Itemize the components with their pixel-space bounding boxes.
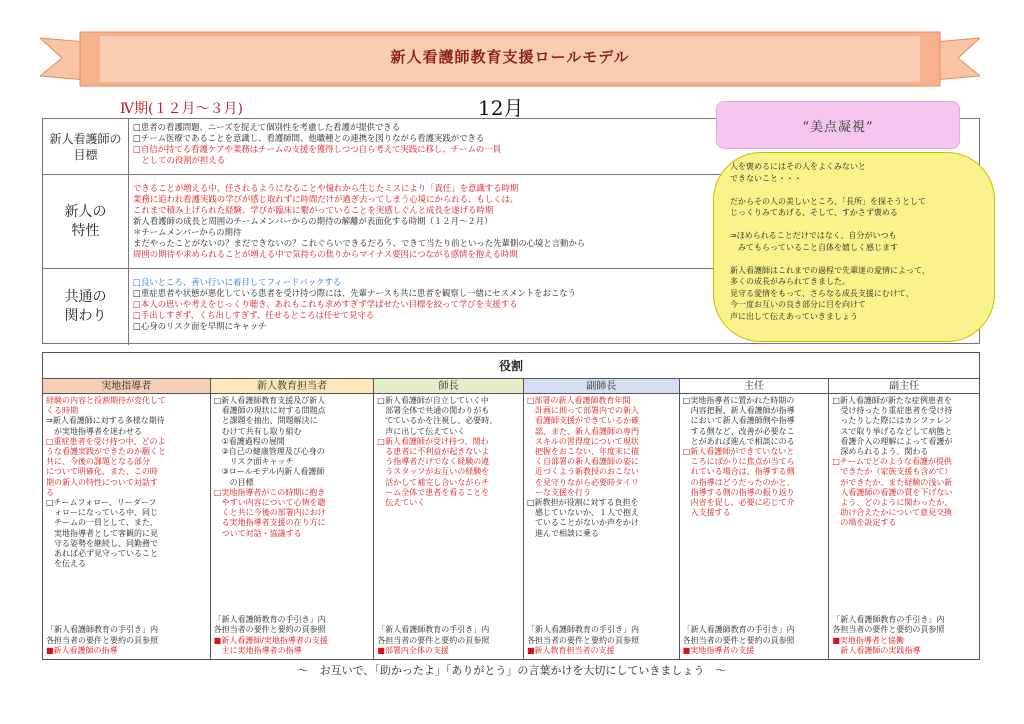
text-line: 実地指導者として客観的に見	[46, 528, 158, 538]
text-line: の場を設定する	[832, 518, 897, 528]
text-line: □手出しすぎず、くち出しすぎず、任せるところは任せて見守る	[133, 310, 375, 320]
text-line: 内省を促し、必要に応じて介	[682, 498, 795, 508]
text-line: うな看護実践ができたのか願くと	[46, 447, 166, 457]
text-line: う指導者だけでなく経験の違	[377, 457, 490, 467]
text-line: 各担当者の要件と要約の頁参照	[682, 635, 795, 645]
message-line: できないこと・・・	[730, 173, 802, 183]
text-line: くる時期	[46, 406, 78, 416]
text-line: ③ロールモデル内新人看護師	[213, 467, 325, 477]
message-line: 見守る愛情をもって、さらなる成長支援にむけて、	[730, 288, 914, 298]
text-line: 入支援する	[682, 508, 731, 518]
text-line: よう、どのように関わったか、	[832, 498, 953, 508]
message-line: だからその人の美しいところ、「長所」を探そうとして	[730, 196, 926, 206]
text-line: 伝えていく	[377, 498, 426, 508]
text-line: 期の新人の特性について対話す	[46, 477, 158, 487]
text-line: 「新人看護師教育の手引き」内	[526, 625, 639, 635]
role-column	[829, 379, 979, 659]
role-footer	[46, 625, 158, 656]
text-line: について明確化、また、この時	[46, 467, 158, 477]
message-line: みてもらっていること自体を嬉しく感じます	[730, 242, 898, 252]
text-line: 「新人看護師教育の手引き」内	[682, 625, 795, 635]
text-line: ■新人看護師/実地指導者の支援	[213, 635, 328, 645]
text-line: において新人看護師側や指導	[682, 416, 795, 426]
page-title: 新人看護師教育支援ロールモデル	[390, 48, 630, 66]
text-line: る患者に不利益が起きないよ	[377, 447, 490, 457]
text-line: 周囲の期待や求められることが増える中で気持ちの焦りからマイナス要因につながる感情を抱える時期	[133, 249, 518, 259]
text-line: □重症患者を受け持つ中、どのよ	[46, 436, 166, 446]
text-line: できることが増える中、任されるようになることや憧れから生じたミスにより「責任」を意識する時期	[133, 183, 519, 193]
text-line: □チーム医療であることを意識し、看護師間、他職種との連携を図りながら看護実践ができる	[133, 133, 485, 143]
text-line: 感じていないか、１人で抱え	[526, 508, 639, 518]
text-line: □患者の看護問題、ニーズを捉えて個別性を考慮した看護が提供できる	[133, 122, 401, 132]
message-line	[730, 184, 980, 196]
text-line: 各担当者の要件と要約の頁参照	[832, 625, 945, 635]
text-line: 内容把握、新人看護師が指導	[682, 406, 795, 416]
role-footer	[832, 615, 944, 656]
text-line: 活かして補完し合いながらチ	[377, 477, 490, 487]
text-line: る	[46, 487, 54, 497]
role-footer	[527, 625, 639, 656]
text-line: が実地指導者を迷わせる	[46, 426, 142, 436]
text-line: る実地指導者支援の在り方に	[213, 518, 326, 528]
text-line: 「新人看護師教育の手引き」内	[46, 625, 158, 635]
text-line: ②自己の健康管理及び心身の	[213, 447, 325, 457]
text-line: リスク面キャッチ	[213, 457, 294, 467]
text-line: □チームでどのような看護が提供	[832, 457, 952, 467]
text-line: 各担当者の要件と要約の頁参照	[526, 635, 639, 645]
text-line: ⇒新人看護師に対する多様な期待	[46, 416, 165, 426]
message-line: ⇒ほめられることだけではなく、自分がいつも	[730, 231, 897, 240]
text-line: 認、また、新人看護師の専門	[526, 426, 639, 436]
text-line: 各担当者の要件と要約の頁参照	[213, 625, 326, 635]
text-line: スで取り挙げるなどして病態と	[832, 426, 953, 436]
text-line: ■実地指導者と協働	[832, 635, 904, 645]
text-line: 新人看護師の成長と周囲のチームメンバーからの期待の解離が表面化する時期（１２月～２月）	[133, 216, 493, 226]
message-line	[730, 219, 980, 231]
role-column	[680, 379, 830, 659]
footer-message: ～ お互いで、「助かったよ」「ありがとう」の言葉かけを大切にしていきましょう ～	[297, 664, 727, 677]
row-label: 新人の 特性	[43, 175, 129, 268]
text-line: 受け持ったり重症患者を受け持	[832, 406, 953, 416]
role-column	[43, 379, 211, 659]
text-line: ーム全体で患者を看ることを	[377, 487, 490, 497]
text-line: の目標	[213, 477, 254, 487]
text-line: □良いところ、善い行いに着目してフィードバックする	[133, 277, 342, 287]
role-body	[524, 394, 679, 541]
message-line: 声に出して伝えあっていきましょう	[730, 311, 858, 321]
text-line: ていることがないか声をかけ	[526, 518, 639, 528]
role-footer	[214, 615, 328, 656]
role-header: 副師長	[524, 379, 679, 394]
role-column	[524, 379, 680, 659]
role-body	[680, 394, 829, 520]
text-line: を見守りながら必要時タイリ	[526, 477, 639, 487]
text-line: スキルの習得度について現状	[526, 436, 639, 446]
text-line: ＊チームメンバーからの期待	[133, 227, 242, 237]
text-line: □新人看護師が受け持つ、関わ	[377, 436, 489, 446]
role-header: 師長	[374, 379, 523, 394]
text-line: □新教担が役割に対する負担を	[526, 498, 639, 508]
text-line: ①看護過程の展開	[213, 436, 285, 446]
roles-table	[42, 352, 980, 660]
text-line: 看護師の現状に対する問題点	[213, 406, 326, 416]
text-line: これまで積み上げられた経験、学びが臨床に繋がっていることを実感しぐんと成長を遂げる時期	[133, 205, 494, 215]
message-line: じっくりみてあげる、そして、すかさず褒める	[730, 208, 898, 217]
text-line: 「新人看護師教育の手引き」内	[832, 615, 945, 625]
text-line: ■部署内全体の支援	[377, 645, 449, 655]
text-line: 人看護師の看護の質を下げない	[832, 487, 953, 497]
text-line: 指導する側の指導の振り返り	[682, 487, 795, 497]
role-footer	[377, 625, 489, 656]
text-line: □心身のリスク面を早期にキャッチ	[133, 321, 267, 331]
text-line: 業務に追われ看護実践の学びが感じ取れずに時間だけが過ぎ去ってしまう心境にかられる、もしくは、	[133, 194, 519, 204]
text-line: ができたか、また経験の浅い新	[832, 477, 953, 487]
row-label: 新人看護師の 目標	[43, 119, 129, 174]
text-line: □本人の思いや考えをじっくり聴き、あれもこれも求めすぎず学ばせたい目標を絞って学びを支援する	[133, 299, 518, 309]
text-line: □新人看護師ができていないと	[682, 447, 795, 457]
text-line: □部署の新人看護師教育年間	[526, 396, 631, 405]
role-column	[211, 379, 375, 659]
month-label: 12月	[478, 96, 524, 120]
text-line: 守る姿勢を継続し、同勤務で	[46, 538, 158, 548]
text-line: □実地指導者がこの時期に抱き	[213, 487, 326, 497]
text-line: れている場合は、指導する側	[682, 467, 795, 477]
message-line	[730, 253, 980, 265]
text-line: く自部署の新人看護師の姿に	[526, 457, 639, 467]
text-line: 各担当者の要件と要約の頁参照	[377, 635, 490, 645]
text-line: 進んで相談に乗る	[526, 528, 599, 538]
role-body	[374, 394, 523, 510]
text-line: 「新人看護師教育の手引き」内	[213, 615, 326, 625]
text-line: とがあれば進んで相談にのる	[682, 436, 795, 446]
message-bubble	[713, 152, 995, 342]
text-line: ーな支援を行う	[526, 487, 591, 497]
period-label: Ⅳ期(１２月～３月)	[120, 101, 243, 117]
text-line: あれば必ず見守っていること	[46, 549, 158, 559]
text-line: やすい内容について心情を聴	[213, 498, 326, 508]
text-line: 共に、今後の課題となる部分	[46, 457, 150, 467]
text-line: ったりした際にはカンファレン	[832, 416, 952, 426]
text-line: 部署全体で共通の関わりがも	[377, 406, 490, 416]
text-line: □実地指導者に置かれた時期の	[682, 396, 795, 405]
text-line: 経験の内容と役割期待が変化して	[46, 396, 166, 405]
text-line: むけて共有し取り組む	[213, 426, 302, 436]
text-line: ■新人教育担当者の支援	[526, 645, 615, 655]
text-line: チームの一員として、また、	[46, 518, 158, 528]
text-line: □自信が持てる看護ケアや業務はチームの支援を獲得しつつ自ら考えて実践に移し、チームの一員	[133, 144, 502, 154]
title-banner	[40, 30, 980, 88]
text-line: □チームフォロー、リーダーフ	[46, 498, 157, 508]
text-line: □新人看護師が自立していく中	[377, 396, 489, 405]
role-footer	[683, 625, 795, 656]
message-line: 多くの成長がみられてきました。	[730, 277, 850, 286]
text-line: としての役割が担える	[133, 155, 226, 165]
role-header: 主任	[680, 379, 829, 394]
role-header: 新人教育担当者	[211, 379, 374, 394]
role-body	[43, 394, 210, 571]
text-line: 助け合えたかについて意見交換	[832, 508, 953, 518]
text-line: 声に出して伝えていく	[377, 426, 466, 436]
text-line: ころにばかりに焦点が当てら	[682, 457, 795, 467]
text-line: 計画に則って部署内での新人	[526, 406, 639, 416]
text-line: てているかを注視し、必要時、	[377, 416, 498, 426]
motto-box	[716, 101, 960, 149]
text-line: ついて対話・協議する	[213, 528, 302, 538]
role-body	[211, 394, 374, 541]
text-line: と課題を抽出、問題解決に	[213, 416, 318, 426]
roles-title: 役割	[43, 353, 979, 379]
text-line: 深められるよう、関わる	[832, 447, 929, 457]
role-column	[374, 379, 524, 659]
text-line: うスタッフがお互いの経験を	[377, 467, 490, 477]
text-line: □重症患者や状態が悪化している患者を受け持つ際には、先輩ナースも共に患者を観察し一緒にセスメントをおこなう	[133, 288, 576, 298]
message-line: 人を褒めるにはその人をよくみないと	[730, 162, 866, 171]
role-header: 副主任	[829, 379, 979, 394]
text-line: 把握をおこない、年度末に描	[526, 447, 639, 457]
text-line: する側など、改善が必要なこ	[682, 426, 795, 436]
text-line: ォローになっている中、同じ	[46, 508, 158, 518]
text-line: くと共に今後の部署内におけ	[213, 508, 326, 518]
text-line: まだやったことがないの？まだできないの？これぐらいできるだろう、できて当たり前といった先輩側の心境と言動から	[133, 238, 586, 248]
motto-text: “美点凝視”	[802, 120, 874, 135]
role-body	[829, 394, 979, 531]
text-line: □新人看護師が新たな症例患者を	[832, 396, 952, 405]
text-line: 「新人看護師教育の手引き」内	[377, 625, 490, 635]
text-line: 看護師支援ができているか確	[526, 416, 639, 426]
message-line: 今一度お互いの良き部分に目を向けて	[730, 300, 866, 309]
text-line: 看護介入の理解によって看護が	[832, 436, 953, 446]
text-line: ■新人看護師の指導	[46, 645, 118, 655]
roles-columns	[43, 379, 979, 659]
text-line: 主に実地指導者の指導	[213, 645, 302, 655]
text-line: の指導はどうだったのかと、	[682, 477, 795, 487]
row-label: 共通の 関わり	[43, 269, 129, 345]
role-header: 実地指導者	[43, 379, 210, 394]
text-line: 近づくよう新教授のおこない	[526, 467, 639, 477]
text-line: できたか（家族支援も含めて）	[832, 467, 953, 477]
text-line: 各担当者の要件と要約の頁参照	[46, 635, 158, 645]
text-line: ■実地指導者の支援	[682, 645, 755, 655]
message-line: 新人看護師はこれまでの過程で先輩達の愛情によって、	[730, 265, 930, 275]
text-line: を伝える	[46, 559, 86, 569]
text-line: 新人看護師の実践指導	[832, 645, 921, 655]
text-line: □新人看護師教育支援及び新人	[213, 396, 326, 405]
